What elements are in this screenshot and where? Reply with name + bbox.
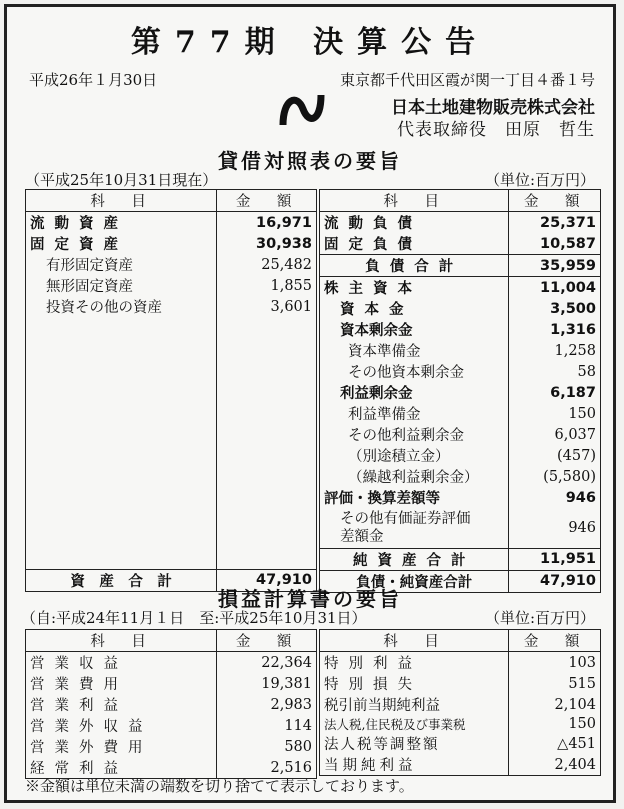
pl-value: 515 [509, 673, 601, 694]
bs-equity-label: （繰越利益剰余金） [320, 466, 509, 487]
bs-asset-value: 30,938 [217, 233, 317, 254]
bs-unit: （単位:百万円） [484, 171, 595, 189]
footnote: ※金額は単位未満の端数を切り捨てて表示しております。 [25, 777, 414, 795]
pl-label: 特別利益 [320, 652, 509, 674]
bs-col-amount: 金 額 [509, 190, 601, 212]
pl-value: △451 [509, 733, 601, 754]
pl-col-item: 科 目 [26, 630, 217, 652]
company-name: 日本土地建物販売株式会社 [391, 98, 595, 118]
representative: 代表取締役 田原 哲生 [397, 120, 595, 140]
bs-as-of: （平成25年10月31日現在） [25, 171, 218, 189]
bs-equity-label: 資本金 [320, 298, 509, 319]
pl-label: 経常利益 [26, 757, 217, 779]
pl-label: 税引前当期純利益 [320, 694, 509, 715]
bs-asset-value: 1,855 [217, 275, 317, 296]
bs-liab-total-label: 負債合計 [320, 255, 509, 277]
bs-asset-label: 固定資産 [26, 233, 217, 254]
bs-equity-value: 11,004 [509, 277, 601, 299]
bs-asset-value: 16,971 [217, 212, 317, 234]
bs-liab-current-value: 25,371 [509, 212, 601, 234]
bs-equity-value: 6,187 [509, 382, 601, 403]
pl-label: 営業利益 [26, 694, 217, 715]
bs-equity-label: その他資本剰余金 [320, 361, 509, 382]
bs-asset-label: 流動資産 [26, 212, 217, 234]
bs-liab-fixed-value: 10,587 [509, 233, 601, 255]
company-address: 東京都千代田区霞が関一丁目４番１号 [339, 71, 595, 89]
pl-unit: （単位:百万円） [484, 609, 595, 627]
pl-col-amount: 金 額 [509, 630, 601, 652]
bs-asset-label: 投資その他の資産 [26, 296, 217, 317]
bs-asset-value: 25,482 [217, 254, 317, 275]
notice-title: 第77期 決算公告 [130, 25, 490, 60]
bs-grand-total-label: 負債・純資産合計 [320, 570, 509, 592]
pl-left-table [25, 629, 317, 779]
bs-equity-label: 資本準備金 [320, 340, 509, 361]
pl-period: （自:平成24年11月１日 至:平成25年10月31日） [21, 609, 367, 627]
bs-liabilities-table [319, 189, 601, 593]
pl-label: 法人税等調整額 [320, 733, 509, 754]
pl-right-table [319, 629, 601, 776]
bs-equity-value: 6,037 [509, 424, 601, 445]
pl-col-item: 科 目 [320, 630, 509, 652]
bs-col-item: 科 目 [26, 190, 217, 212]
bs-liab-fixed-label: 固定負債 [320, 233, 509, 255]
bs-equity-value: 1,258 [509, 340, 601, 361]
pl-value: 114 [217, 715, 317, 736]
bs-equity-label: その他有価証券評価差額金 [320, 508, 509, 548]
pl-value: 2,104 [509, 694, 601, 715]
bs-equity-label: 資本剰余金 [320, 319, 509, 340]
pl-col-amount: 金 額 [217, 630, 317, 652]
company-logo-icon [279, 89, 325, 131]
bs-equity-value: 58 [509, 361, 601, 382]
bs-asset-value: 3,601 [217, 296, 317, 317]
bs-net-assets-value: 11,951 [509, 548, 601, 570]
bs-equity-value: 150 [509, 403, 601, 424]
bs-equity-value: (5,580) [509, 466, 601, 487]
pl-value: 2,404 [509, 754, 601, 776]
bs-assets-total-value: 47,910 [217, 569, 317, 591]
pl-label: 営業外収益 [26, 715, 217, 736]
bs-liab-current-label: 流動負債 [320, 212, 509, 234]
notice-date: 平成26年１月30日 [29, 71, 158, 89]
notice-frame [4, 4, 616, 803]
bs-equity-value: 1,316 [509, 319, 601, 340]
pl-value: 19,381 [217, 673, 317, 694]
pl-label: 営業収益 [26, 652, 217, 674]
bs-grand-total-value: 47,910 [509, 570, 601, 592]
bs-title: 貸借対照表の要旨 [218, 149, 402, 173]
bs-liab-total-value: 35,959 [509, 255, 601, 277]
pl-label: 法人税,住民税及び事業税 [320, 715, 509, 733]
pl-label: 営業外費用 [26, 736, 217, 757]
bs-assets-total-label: 資 産 合 計 [26, 569, 217, 591]
pl-value: 150 [509, 715, 601, 733]
bs-col-item: 科 目 [320, 190, 509, 212]
bs-equity-label: 利益準備金 [320, 403, 509, 424]
pl-label: 営業費用 [26, 673, 217, 694]
bs-equity-label: （別途積立金） [320, 445, 509, 466]
bs-col-amount: 金 額 [217, 190, 317, 212]
pl-value: 22,364 [217, 652, 317, 674]
pl-value: 2,983 [217, 694, 317, 715]
pl-label: 特別損失 [320, 673, 509, 694]
bs-equity-value: 946 [509, 487, 601, 508]
bs-asset-label: 有形固定資産 [26, 254, 217, 275]
bs-assets-table [25, 189, 317, 592]
bs-asset-label: 無形固定資産 [26, 275, 217, 296]
bs-equity-value: 946 [509, 508, 601, 548]
pl-value: 103 [509, 652, 601, 674]
bs-net-assets-label: 純資産合計 [320, 548, 509, 570]
pl-value: 580 [217, 736, 317, 757]
pl-value: 2,516 [217, 757, 317, 779]
bs-equity-value: 3,500 [509, 298, 601, 319]
bs-equity-label: その他利益剰余金 [320, 424, 509, 445]
pl-title: 損益計算書の要旨 [218, 587, 402, 611]
bs-equity-label: 評価・換算差額等 [320, 487, 509, 508]
bs-equity-value: (457) [509, 445, 601, 466]
bs-equity-label: 株主資本 [320, 277, 509, 299]
pl-label: 当期純利益 [320, 754, 509, 776]
bs-equity-label: 利益剰余金 [320, 382, 509, 403]
